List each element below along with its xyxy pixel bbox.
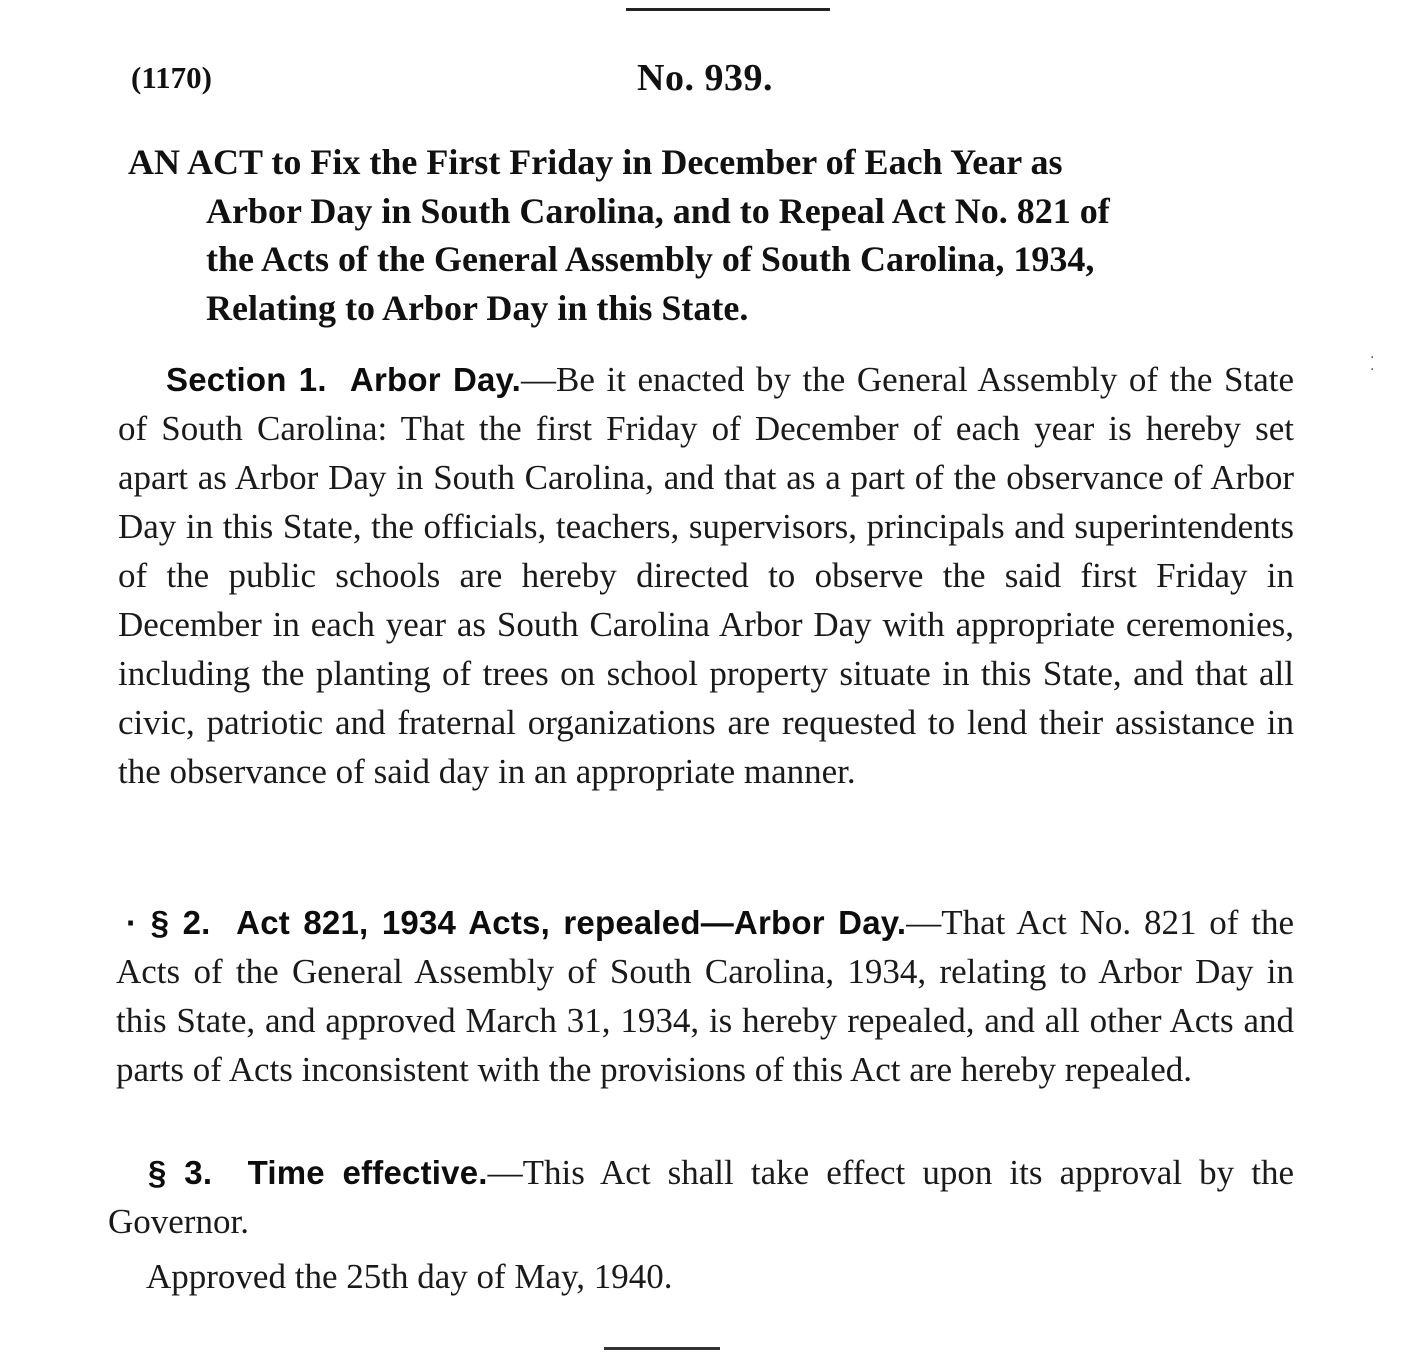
section-2 — [116, 898, 1294, 1094]
section-1-heading: Section 1. Arbor Day. — [166, 361, 522, 398]
act-title-line: the Acts of the General Assembly of South Carolina, 1934, — [206, 239, 1095, 279]
section-1-body: —Be it enacted by the General Assembly of the State of South Carolina: That the first Friday of December of each year is hereby set apart as Arbor Day in South Carolina, and that as a part of the observance of Arbor Day in this State, the officials, teachers, supervisors, principals and superintendents of the public schools are hereby directed to observe the said first Friday in December in each year as South Carolina Arbor Day with appropriate ceremonies, including the planting of trees on school property situate in this State, and that all civic, patriotic and fraternal organizations are requested to lend their assistance in the observance of said day in an appropriate manner. — [118, 360, 1294, 791]
act-title-line: AN ACT to Fix the First Friday in December of Each Year as — [128, 142, 1063, 182]
section-1 — [118, 355, 1294, 796]
act-title-line: Relating to Arbor Day in this State. — [206, 287, 749, 328]
act-number: No. 939. — [637, 57, 773, 99]
section-2-heading: · § 2. Act 821, 1934 Acts, repealed—Arbor Day. — [126, 904, 907, 941]
page-number: (1170) — [131, 60, 212, 95]
section-3-body: —This Act shall take effect upon its approval by the Governor. — [108, 1153, 1294, 1241]
section-2-body: —That Act No. 821 of the Acts of the General Assembly of South Carolina, 1934, relating to Arbor Day in this State, and approved March 31, 1934, is hereby repealed, and all other Acts and parts of Acts inconsistent with the provisions of this Act are hereby repealed. — [116, 903, 1294, 1089]
approval-line: Approved the 25th day of May, 1940. — [146, 1257, 673, 1296]
top-rule — [626, 8, 830, 11]
act-title — [128, 138, 1298, 332]
section-3-heading: § 3. Time effective. — [148, 1154, 488, 1191]
section-3 — [108, 1148, 1294, 1246]
margin-speck: · · — [1370, 350, 1375, 378]
bottom-rule — [604, 1347, 720, 1350]
act-title-line: Arbor Day in South Carolina, and to Repeal Act No. 821 of — [206, 190, 1110, 231]
